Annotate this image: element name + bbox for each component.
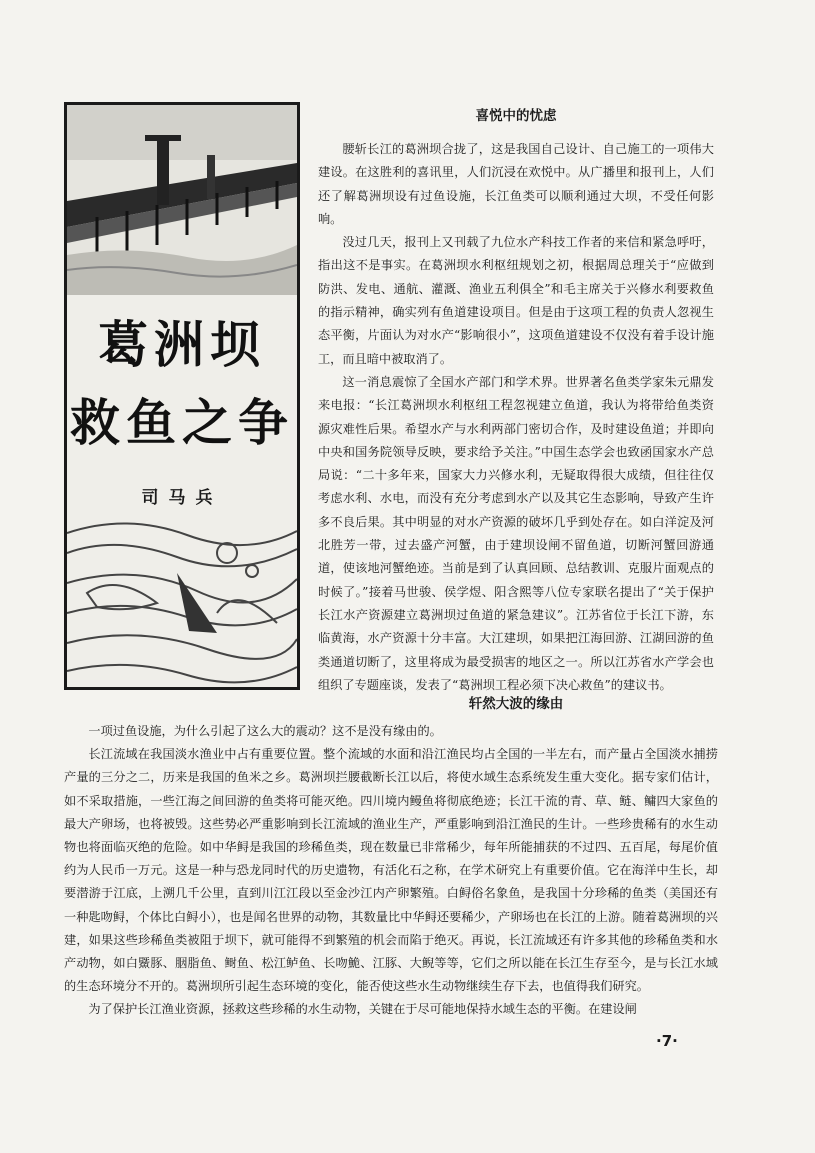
author-name: 司马兵 (141, 488, 223, 508)
title-line-2: 救鱼之争 (70, 394, 294, 452)
wave-fish-illustration (67, 513, 297, 687)
page-number: ·7· (656, 1032, 678, 1050)
section-1-heading: 喜悦中的忧虑 (475, 108, 557, 124)
section-1-paragraph: 这一消息震惊了全国水产部门和学术界。世界著名鱼类学家朱元鼎发来电报：“长江葛洲坝水利枢纽工程忽视建立鱼道，我认为将带给鱼类资源灾难性后果。希望水产与水利两部门密切合作，及时建设鱼道；并即向中央和国务院领导反映，要求给予关注。”中国生态学会也致函国家水产总局说：“二十多年来，国家大力兴修水利，无疑取得很大成绩，但往往仅考虑水利、水电，而没有充分考虑到水产以及其它生态影响，导致产生许多不良后果。其中明显的对水产资源的破坏几乎到处存在。如白洋淀及河北胜芳一带，过去盛产河蟹，由于建坝设闸不留鱼道，切断河蟹回游通道，使该地河蟹绝迹。当前是到了认真回顾、总结教训、克服片面观点的时候了。”接着马世骏、侯学煜、阳含熙等八位专家联名提出了“关于保护长江水产资源建立葛洲坝过鱼道的紧急建议”。江苏省位于长江下游，东临黄海，水产资源十分丰富。大江建坝，如果把江海回游、江湖回游的鱼类通道切断了，这里将成为最受损害的地区之一。所以江苏省水产学会也组织了专题座谈，发表了“葛洲坝工程必须下决心救鱼”的建议书。 (318, 374, 714, 692)
section-1-paragraph: 没过几天，报刊上又刊载了九位水产科技工作者的来信和紧急呼吁，指出这不是事实。在葛洲坝水利枢纽规划之初，根据周总理关于“应做到防洪、发电、通航、灌溉、渔业五利俱全”和毛主席关于兴修水利要救鱼的指示精神，确实列有鱼道建设项目。但是由于这项工程的负责人忽视生态平衡，片面认为对水产“影响很小”，这项鱼道建设不仅没有着手设计施工，而且暗中被取消了。 (318, 235, 714, 366)
section-2-heading: 轩然大波的缘由 (468, 696, 564, 712)
title-block (64, 102, 300, 690)
section-1 (318, 104, 714, 697)
section-2-paragraph: 一项过鱼设施，为什么引起了这么大的震动？这不是没有缘由的。 (88, 724, 442, 738)
section-2 (64, 720, 718, 1022)
section-2-paragraph: 为了保护长江渔业资源，拯救这些珍稀的水生动物，关键在于尽可能地保持水域生态的平衡。在建设闸 (88, 1002, 637, 1017)
title-line-1: 葛洲坝 (98, 316, 266, 374)
dam-photo (67, 105, 297, 295)
section-1-paragraph: 腰斩长江的葛洲坝合拢了，这是我国自己设计、自己施工的一项伟大建设。在这胜利的喜讯里，人们沉浸在欢悦中。从广播里和报刊上，人们还了解葛洲坝设有过鱼设施，长江鱼类可以顺利通过大坝，不受任何影响。 (318, 142, 714, 226)
section-2-paragraph: 长江流域在我国淡水渔业中占有重要位置。整个流域的水面和沿江渔民均占全国的一半左右，而产量占全国淡水捕捞产量的三分之二，历来是我国的鱼米之乡。葛洲坝拦腰截断长江以后，将使水域生态系统发生重大变化。据专家们估计，如不采取措施，一些江海之间回游的鱼类将可能灭绝。四川境内鳗鱼将彻底绝迹；长江干流的青、草、鲢、鳙四大家鱼的最大产卵场，也将被毁。这些势必严重影响到长江流域的渔业生产，严重影响到沿江渔民的生计。一些珍贵稀有的水生动物也将面临灭绝的危险。如中华鲟是我国的珍稀鱼类，现在数量已非常稀少，每年所能捕获的不过四、五百尾，每尾价值约为人民币一万元。这是一种与恐龙同时代的历史遗物，有活化石之称，在学术研究上有重要价值。它在海洋中生长，却要潜游于江底，上溯几千公里，直到川江江段以至金沙江内产卵繁殖。白鲟俗名象鱼，是我国十分珍稀的鱼类（美国还有一种匙吻鲟，个体比白鲟小），也是闻名世界的动物，其数量比中华鲟还要稀少，产卵场也在长江的上游。随着葛洲坝的兴建，如果这些珍稀鱼类被阻于坝下，就可能得不到繁殖的机会而陷于绝灭。再说，长江流域还有许多其他的珍稀鱼类和水产动物，如白鱀豚、胭脂鱼、鲥鱼、松江鲈鱼、长吻鮠、江豚、大鲵等等，它们之所以能在长江生存至今，是与长江水域的生态环境分不开的。葛洲坝所引起生态环境的变化，能否使这些水生动物继续生存下去，也值得我们研究。 (64, 747, 718, 994)
